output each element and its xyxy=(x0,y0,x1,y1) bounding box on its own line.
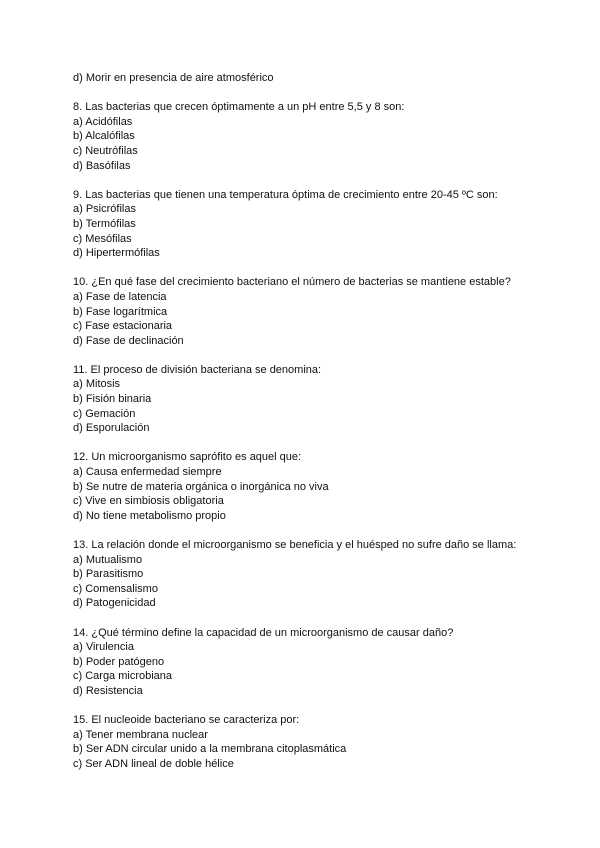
question-block xyxy=(73,275,573,348)
answer-option: c) Neutrófilas xyxy=(73,144,138,157)
question-block xyxy=(73,626,573,699)
answer-option: d) Patogenicidad xyxy=(73,597,156,610)
answer-option: b) Poder patógeno xyxy=(73,655,165,668)
question-block xyxy=(73,188,573,261)
question-stem: 14. ¿Qué término define la capacidad de un microorganismo de causar daño? xyxy=(73,626,454,639)
question-block xyxy=(73,538,573,611)
question-list xyxy=(73,100,573,771)
answer-option: c) Ser ADN lineal de doble hélice xyxy=(73,757,234,770)
answer-option: a) Causa enfermedad siempre xyxy=(73,466,222,479)
question-block xyxy=(73,100,573,173)
answer-option: b) Fisión binaria xyxy=(73,393,152,406)
answer-option: a) Psicrófilas xyxy=(73,203,136,216)
question-stem: 13. La relación donde el microorganismo se beneficia y el huésped no sufre daño se llama: xyxy=(73,539,517,551)
answer-option: a) Fase de latencia xyxy=(73,290,167,303)
question-block xyxy=(73,713,573,771)
answer-option: b) Fase logarítmica xyxy=(73,305,168,318)
question-block xyxy=(73,363,573,436)
answer-option: b) Ser ADN circular unido a la membrana citoplasmática xyxy=(73,743,347,756)
answer-option: c) Fase estacionaria xyxy=(73,320,173,333)
document-page xyxy=(73,71,573,772)
answer-option: c) Mesófilas xyxy=(73,232,132,245)
answer-option: c) Vive en simbiosis obligatoria xyxy=(73,495,224,508)
answer-option: a) Tener membrana nuclear xyxy=(73,728,208,741)
answer-option: c) Gemación xyxy=(73,407,136,420)
answer-option: c) Comensalismo xyxy=(73,582,158,595)
question-stem: 11. El proceso de división bacteriana se denomina: xyxy=(73,363,322,376)
answer-option: d) Resistencia xyxy=(73,684,143,697)
question-stem: 10. ¿En qué fase del crecimiento bacteriano el número de bacterias se mantiene estable? xyxy=(73,276,511,289)
question-stem: 8. Las bacterias que crecen óptimamente a un pH entre 5,5 y 8 son: xyxy=(73,101,405,114)
leading-option: d) Morir en presencia de aire atmosférico xyxy=(73,72,274,84)
answer-option: d) Hipertermófilas xyxy=(73,247,160,260)
answer-option: b) Se nutre de materia orgánica o inorgánica no viva xyxy=(73,480,329,493)
answer-option: a) Virulencia xyxy=(73,641,134,654)
answer-option: d) Fase de declinación xyxy=(73,334,184,347)
question-block xyxy=(73,450,573,523)
answer-option: b) Termófilas xyxy=(73,217,136,230)
answer-option: d) Esporulación xyxy=(73,422,150,435)
question-stem: 12. Un microorganismo saprófito es aquel que: xyxy=(73,451,302,464)
answer-option: d) No tiene metabolismo propio xyxy=(73,509,226,522)
answer-option: a) Mutualismo xyxy=(73,553,143,566)
answer-option: a) Acidófilas xyxy=(73,115,133,128)
answer-option: a) Mitosis xyxy=(73,378,121,391)
answer-option: c) Carga microbiana xyxy=(73,670,173,683)
answer-option: b) Alcalófilas xyxy=(73,130,135,143)
answer-option: d) Basófilas xyxy=(73,159,131,172)
question-stem: 9. Las bacterias que tienen una temperatura óptima de crecimiento entre 20-45 ºC son: xyxy=(73,188,498,201)
question-stem: 15. El nucleoide bacteriano se caracteriza por: xyxy=(73,714,300,727)
answer-option: b) Parasitismo xyxy=(73,568,144,581)
